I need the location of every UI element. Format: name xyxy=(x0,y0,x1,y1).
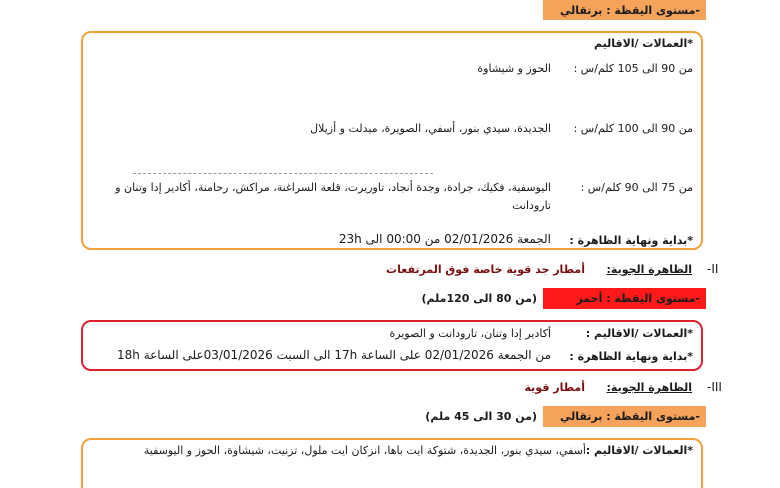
alert-level-label: -مستوى اليقظة : برتقالي xyxy=(559,3,700,17)
section-number: -III xyxy=(707,380,722,394)
timing-label: *بداية ونهاية الظاهرة : xyxy=(569,234,693,247)
alert-level-orange-3 xyxy=(543,406,706,427)
places-list: الجديدة، سيدي بنور، أسفي، الصويرة، ميدلت و أزيلال xyxy=(310,122,551,135)
regions-box-3 xyxy=(81,438,703,488)
timing-label: *بداية ونهاية الظاهرة : xyxy=(569,350,693,363)
alert-level-red xyxy=(543,288,706,309)
phenomenon-value: أمطار جد قوية خاصة فوق المرتفعات xyxy=(386,263,585,276)
speed-range: من 90 الى 105 كلم/س : xyxy=(573,62,693,75)
alert-level-orange-1 xyxy=(543,0,706,20)
speed-range: من 90 الى 100 كلم/س : xyxy=(573,122,693,135)
rain-range: (من 30 الى 45 ملم) xyxy=(425,410,537,423)
phenomenon-label: الظاهرة الجوية: xyxy=(606,381,692,394)
places-list: اليوسفية، فكيك، جرادة، وجدة أنجاد، تاوريرت، قلعة السراغنة، مراكش، رحامنة، أكادير إدا وتنان و xyxy=(115,181,551,194)
section-number: -II xyxy=(707,262,719,276)
places-list-continued: تارودانت xyxy=(512,199,551,212)
speed-range: من 75 الى 90 كلم/س : xyxy=(580,181,693,194)
regions-label: *العمالات /الاقاليم : xyxy=(585,444,693,457)
regions-value: أكادير إدا وتنان، تارودانت و الصويرة xyxy=(389,327,551,340)
regions-box-2 xyxy=(81,320,703,371)
regions-label: *العمالات /الاقاليم xyxy=(594,37,693,50)
alert-level-label: -مستوى اليقظة : أحمر xyxy=(576,292,700,305)
timing-value: من الجمعة 02/01/2026 على الساعة 17h الى السبت 03/01/2026على الساعة 18h xyxy=(117,348,551,362)
phenomenon-value: أمطار قوية xyxy=(524,381,585,394)
dashed-separator xyxy=(133,173,433,174)
regions-box-1 xyxy=(81,31,703,250)
timing-value: الجمعة 02/01/2026 من 00:00 الى 23h xyxy=(338,232,551,246)
alert-level-label: -مستوى اليقظة : برتقالي xyxy=(559,410,700,423)
regions-value: أسفي، سيدي بنور، الجديدة، شتوكة ايت باها، انزكان ايت ملول، تزنيت، شيشاوة، الحوز و اليوسفية xyxy=(143,444,586,457)
places-list: الحوز و شيشاوة xyxy=(477,62,551,75)
phenomenon-label: الظاهرة الجوية: xyxy=(606,263,692,276)
regions-label: *العمالات /الاقاليم : xyxy=(585,327,693,340)
rain-range: (من 80 الى 120ملم) xyxy=(421,292,537,305)
